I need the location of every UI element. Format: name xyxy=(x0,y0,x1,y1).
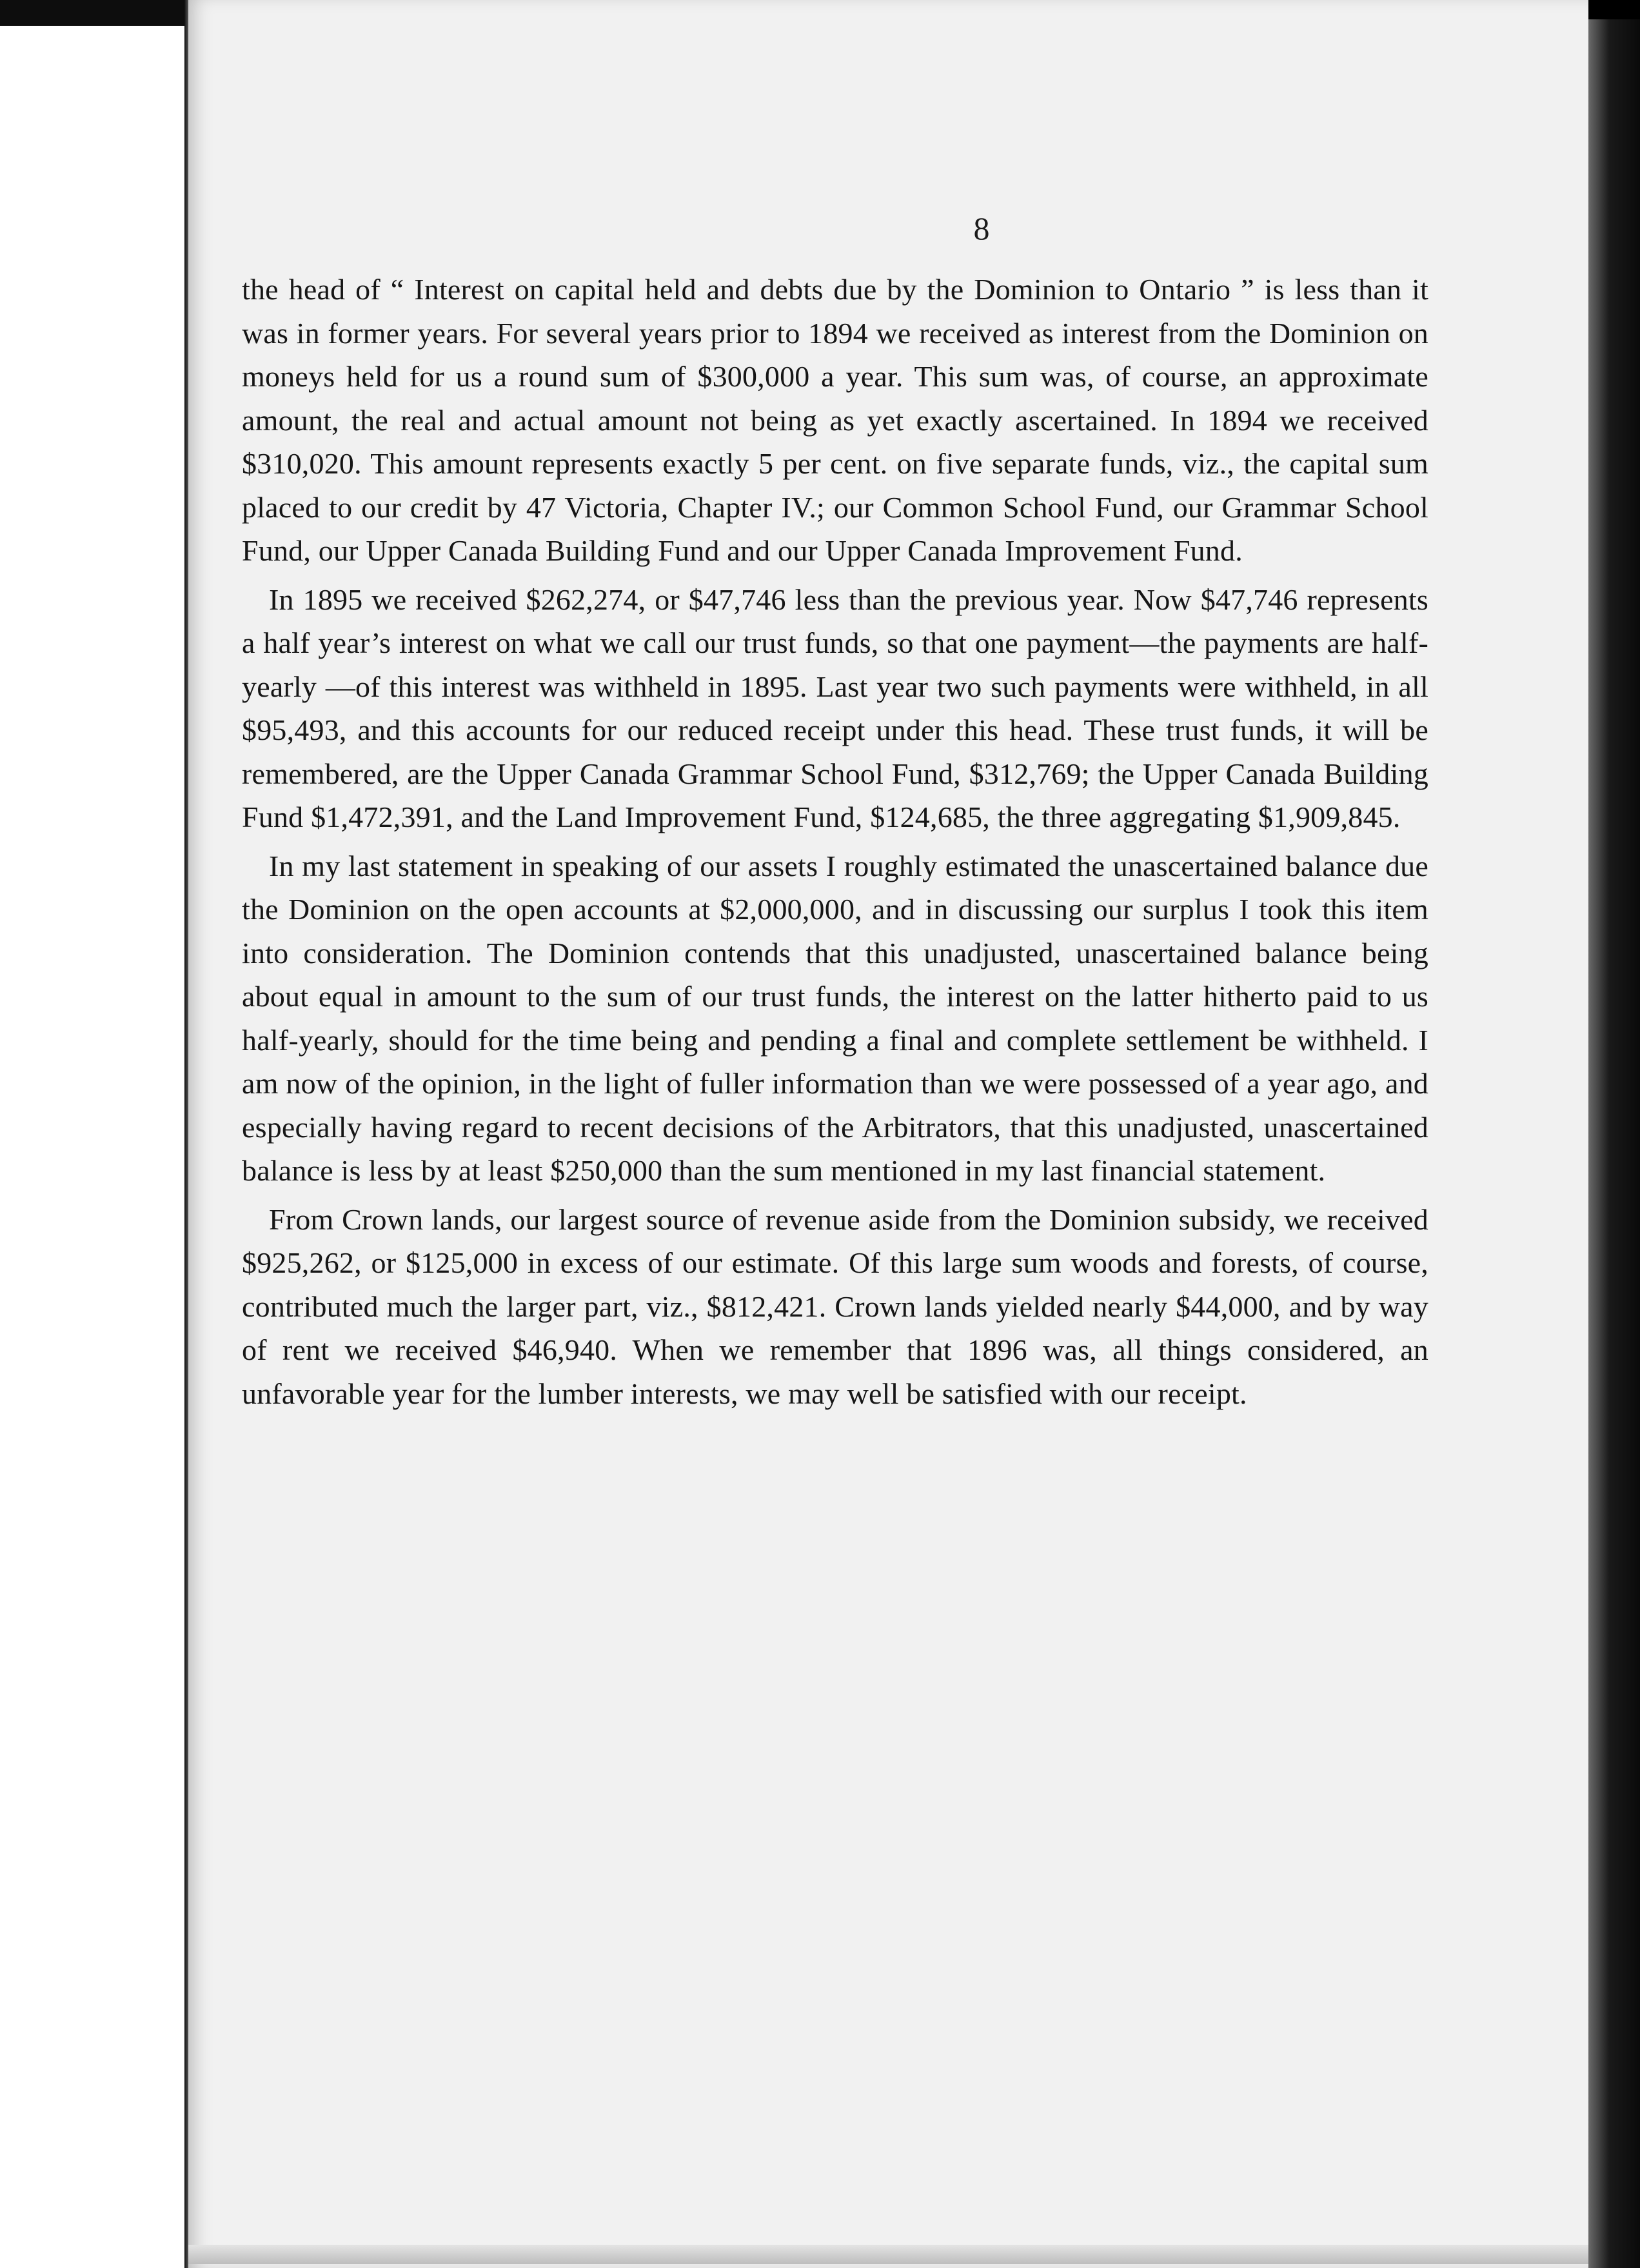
paragraph-assets-statement: In my last statement in speaking of our assets I roughly estimated the unascertained balance due the Dominion on the open accounts at $2,000,000, and in discussing our surplus I took this item into consideration. The Dominion contends that this unadjusted, unascertained balance being about equal in amount to the sum of our trust funds, the interest on the latter hitherto paid to us half-yearly, should for the time being and pending a final and complete settlement be withheld. I am now of the opinion, in the light of fuller information than we were possessed of a year ago, and especially having regard to recent decisions of the Arbitrators, that this unadjusted, unascertained balance is less by at least $250,000 than the sum mentioned in my last financial statement. xyxy=(242,849,1428,1187)
page-bottom-edge xyxy=(188,2245,1588,2264)
scan-border-top-left xyxy=(0,0,188,26)
paragraph-crown-lands: From Crown lands, our largest source of revenue aside from the Dominion subsidy, we received $925,262, or $125,000 in excess of our estimate. Of this large sum woods and forests, of course, contributed much the larger part, viz., $812,421. Crown lands yielded nearly $44,000, and by way of rent we received $46,940. When we remember that 1896 was, all things considered, an unfavorable year for the lumber interests, we may well be satisfied with our receipt. xyxy=(242,1202,1428,1410)
paragraph-1895-receipts: In 1895 we received $262,274, or $47,746 less than the previous year. Now $47,746 represents a half year’s interest on what we call our trust funds, so that one payment—the payments are half-yearly —of this interest was withheld in 1895. Last year two such payments were withheld, in all $95,493, and this accounts for our reduced receipt under this head. These trust funds, it will be remembered, are the Upper Canada Grammar School Fund, $312,769; the Upper Canada Building Fund $1,472,391, and the Land Improvement Fund, $124,685, the three aggregating $1,909,845. xyxy=(242,582,1428,833)
body-text xyxy=(242,268,1428,1415)
scan-border-top-right xyxy=(1588,0,1640,19)
scan-border-right xyxy=(1588,0,1640,2268)
page-number: 8 xyxy=(973,210,990,246)
paragraph-interest: the head of “ Interest on capital held and debts due by the Dominion to Ontario ” is less than it was in former years. For several years prior to 1894 we received as interest from the Dominion on moneys held for us a round sum of $300,000 a year. This sum was, of course, an approximate amount, the real and actual amount not being as yet exactly ascertained. In 1894 we received $310,020. This amount represents exactly 5 per cent. on five separate funds, viz., the capital sum placed to our credit by 47 Victoria, Chapter IV.; our Common School Fund, our Grammar School Fund, our Upper Canada Building Fund and our Upper Canada Improvement Fund. xyxy=(242,273,1428,567)
